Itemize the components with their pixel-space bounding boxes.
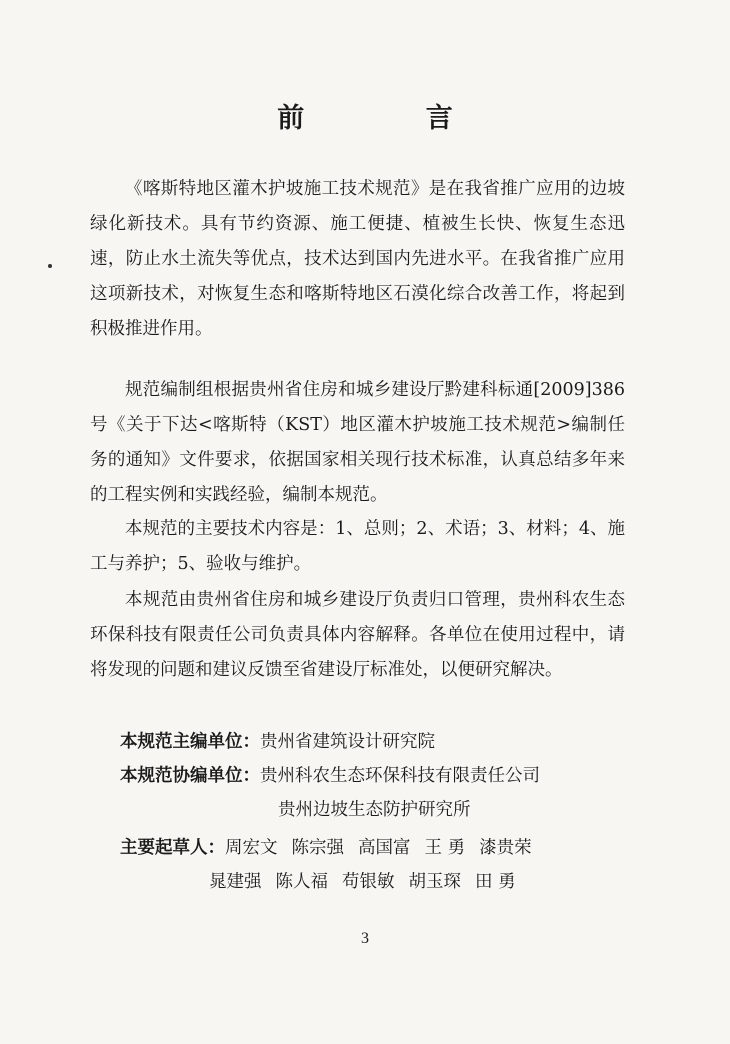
paragraph-management: 本规范由贵州省住房和城乡建设厅负责归口管理，贵州科农生态环保科技有限责任公司负责具体内容解释。各单位在使用过程中，请将发现的问题和建议反馈至省建设厅标准处，以便研究解决。 [90, 590, 625, 680]
drafters-row-2 [209, 865, 530, 900]
drafter-name: 陈人福 [275, 872, 328, 892]
editor-row [120, 725, 435, 760]
drafter-name: 田 勇 [475, 872, 516, 892]
editor-unit: 贵州省建筑设计研究院 [260, 732, 435, 752]
co-editor-unit-1: 贵州科农生态环保科技有限责任公司 [260, 766, 540, 786]
drafter-name: 陈宗强 [291, 838, 344, 858]
co-editor-row-2 [278, 793, 471, 828]
drafter-name: 胡玉琛 [408, 872, 461, 892]
drafter-name: 高国富 [358, 838, 411, 858]
co-editor-unit-2: 贵州边坡生态防护研究所 [278, 800, 471, 820]
drafter-name: 晁建强 [209, 872, 262, 892]
drafter-name: 周宏文 [225, 838, 278, 858]
drafter-name: 漆贵荣 [479, 838, 532, 858]
page-title: 前 言 [277, 103, 509, 134]
paragraph-intro: 《喀斯特地区灌木护坡施工技术规范》是在我省推广应用的边坡绿化新技术。具有节约资源、施工便捷、植被生长快、恢复生态迅速，防止水土流失等优点，技术达到国内先进水平。在我省推广应用这项新技术，对恢复生态和喀斯特地区石漠化综合改善工作，将起到积极推进作用。 [90, 179, 625, 339]
drafter-name: 王 勇 [424, 838, 466, 858]
co-editor-row [120, 759, 540, 794]
editor-label: 本规范主编单位： [120, 732, 260, 752]
drafter-name: 苟银敏 [342, 872, 395, 892]
drafters-row-1 [120, 831, 546, 866]
page-number: 3 [361, 930, 369, 947]
drafters-label: 主要起草人： [120, 838, 225, 858]
paragraph-basis: 规范编制组根据贵州省住房和城乡建设厅黔建科标通[2009]386号《关于下达<喀斯特（KST）地区灌木护坡施工技术规范>编制任务的通知》文件要求，依据国家相关现行技术标准，认真总结多年来的工程实例和实践经验，编制本规范。 [90, 380, 625, 505]
scan-speck [48, 264, 52, 268]
paragraph-contents: 本规范的主要技术内容是：1、总则；2、术语；3、材料；4、施工与养护；5、验收与维护。 [90, 519, 625, 574]
co-editor-label: 本规范协编单位： [120, 766, 260, 786]
